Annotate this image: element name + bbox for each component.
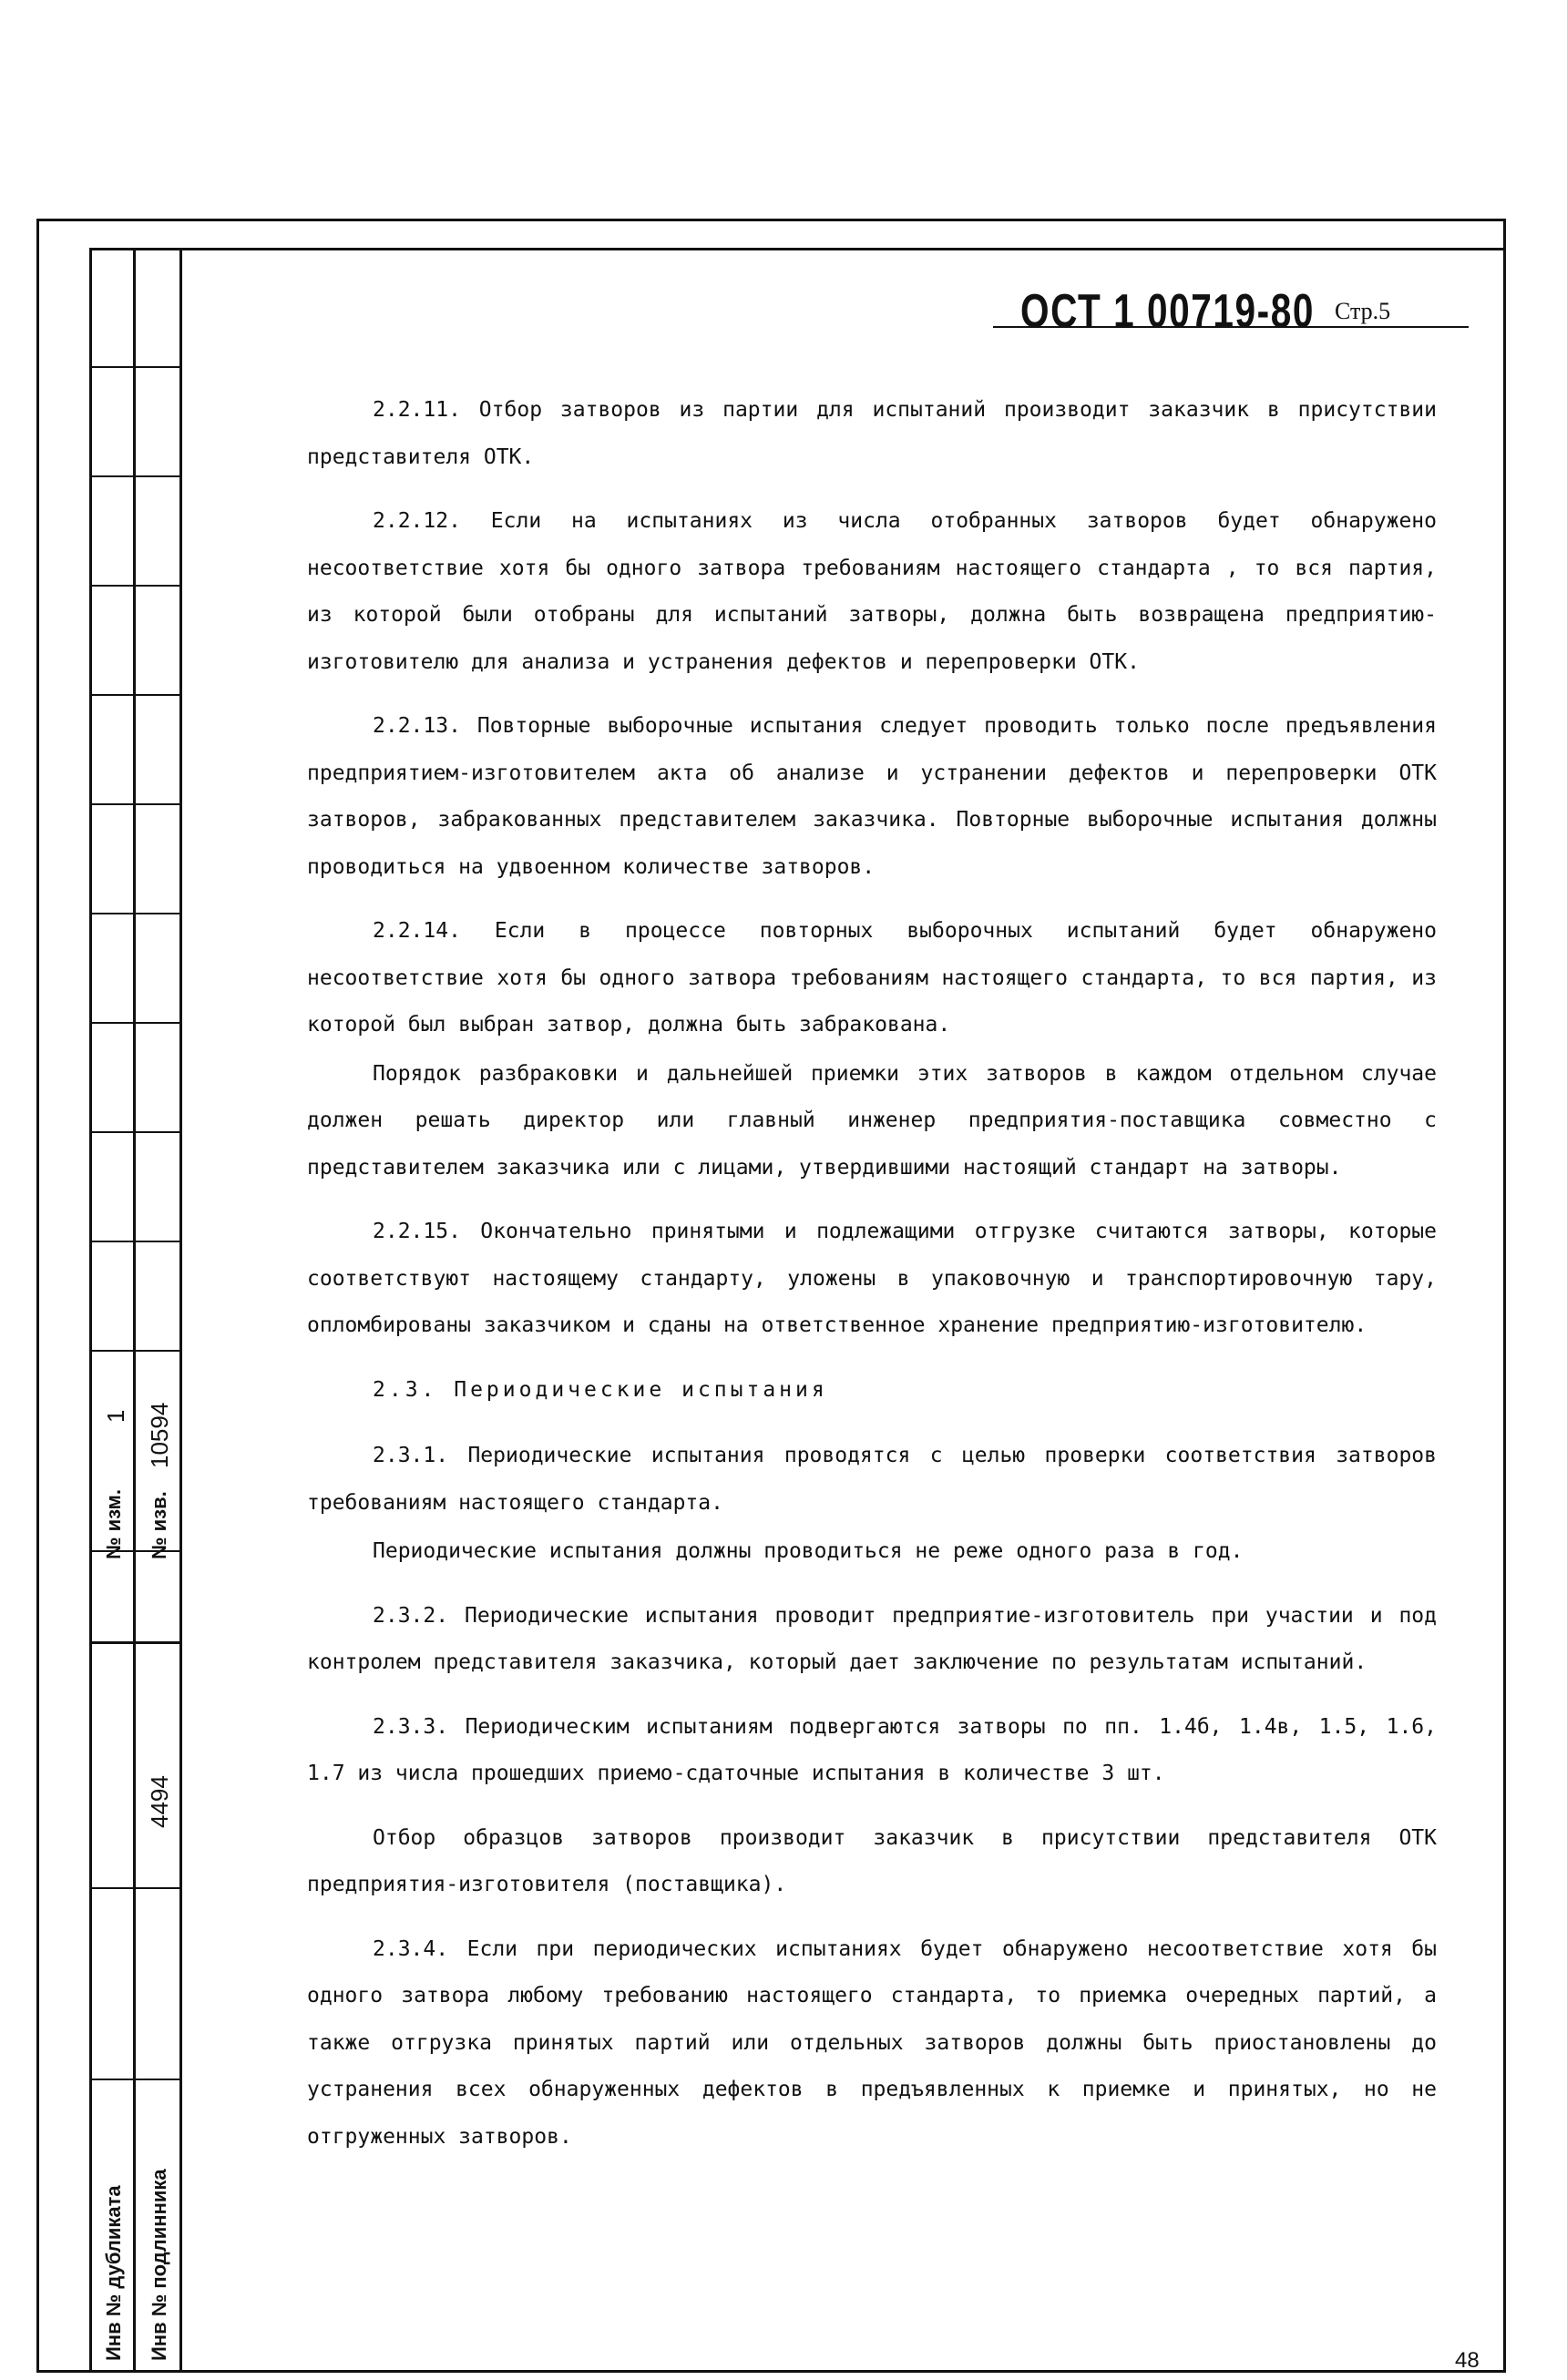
paragraph-2-3-4: 2.3.4. Если при периодических испытаниях будет обнаружено несоответствие хотя бы одного затвора любому требованию настоящего стандарта, то приемка очередных партий, а также отгрузка принятых партий или отдельных затворов должны быть приостановлены до устранения всех обнаруженных дефектов в предъявленных к приемке и принятых, но не отгруженных затворов.: [307, 1936, 1437, 2149]
paragraph-2-3-1: 2.3.1. Периодические испытания проводятся с целью проверки соответствия затворов требованиям настоящего стандарта.: [307, 1444, 1437, 1515]
izv-label: № изв.: [148, 1491, 170, 1559]
side-table-rule: [89, 585, 182, 587]
paragraph-2-2-14: 2.2.14. Если в процессе повторных выборочных испытаний будет обнаружено несоответствие хотя бы одного затвора требованиям настоящего стандарта, то вся партия, из которой был выбран затвор, должна быть забракована.: [307, 919, 1437, 1037]
side-table-rule: [89, 2079, 182, 2080]
paragraph-2-2-12: 2.2.12. Если на испытаниях из числа отобранных затворов будет обнаружено несоответствие хотя бы одного затвора требованиям настоящего стандарта , то вся партия, из которой были отобраны для испытаний затворы, должна быть возвращена предприятию-изготовителю для анализа и устранения дефектов и перепроверки ОТК.: [307, 509, 1437, 674]
side-table-rule: [89, 913, 182, 914]
side-table-rule: [89, 475, 182, 477]
side-table-rule: [89, 366, 182, 368]
section-title: 2.3. Периодические испытания: [373, 1377, 828, 1402]
side-table-rule: [89, 803, 182, 805]
paragraph-2-2-13: 2.2.13. Повторные выборочные испытания следует проводить только после предъявления предприятием-изготовителем акта об анализе и устранении дефектов и перепроверки ОТК затворов, забракованных представителем заказчика. Повторные выборочные испытания должны проводиться на удвоенном количестве затворов.: [307, 714, 1437, 879]
side-table-rule: [89, 694, 182, 696]
standard-code: ОСТ 1 00719-80: [1020, 285, 1315, 338]
izv-value: 10594: [146, 1402, 173, 1468]
izm-label: № изм.: [102, 1489, 125, 1559]
paragraph-2-3-2: 2.3.2. Периодические испытания проводит предприятие-изготовитель при участии и под контролем представителя заказчика, который дает заключение по результатам испытаний.: [307, 1603, 1437, 1674]
side-table-rule: [89, 1241, 182, 1242]
side-stamp-table: [89, 248, 182, 2373]
paragraph-2-3-1-cont: Периодические испытания должны проводиться не реже одного раза в год.: [373, 1539, 1244, 1563]
side-table-rule: [89, 1131, 182, 1133]
paragraph-2-2-15: 2.2.15. Окончательно принятыми и подлежащими отгрузке считаются затворы, которые соответствуют настоящему стандарту, уложены в упаковочную и транспортировочную тару, опломбированы заказчиком и сданы на ответственное хранение предприятию-изготовителю.: [307, 1220, 1437, 1337]
document-body: [307, 387, 1437, 2178]
paragraph-2-2-11: 2.2.11. Отбор затворов из партии для испытаний производит заказчик в присутствии представителя ОТК.: [307, 398, 1437, 469]
page-number: 48: [1455, 2348, 1480, 2373]
page-label: Стр.5: [1335, 298, 1391, 324]
paragraph-2-3-3-cont: Отбор образцов затворов производит заказчик в присутствии представителя ОТК предприятия-изготовителя (поставщика).: [307, 1825, 1437, 1896]
izm-value: 1: [102, 1409, 129, 1423]
paragraph-2-2-14-cont: Порядок разбраковки и дальнейшей приемки этих затворов в каждом отдельном случае должен решать директор или главный инженер предприятия-поставщика совместно с представителем заказчика или с лицами, утвердившими настоящий стандарт на затворы.: [307, 1061, 1437, 1180]
dub-label: Инв № дубликата: [102, 2185, 125, 2361]
paragraph-2-3-3: 2.3.3. Периодическим испытаниям подвергаются затворы по пп. 1.4б, 1.4в, 1.5, 1.6, 1.7 из числа прошедших приемо-сдаточные испытания в количестве 3 шт.: [307, 1714, 1437, 1785]
podl-value: 4494: [146, 1775, 173, 1828]
header-underline: [993, 326, 1469, 328]
side-table-rule: [89, 1022, 182, 1024]
podl-label: Инв № подлинника: [148, 2169, 170, 2361]
side-table-rule-thick: [89, 1641, 182, 1644]
side-table-rule: [89, 1887, 182, 1889]
side-table-rule: [89, 1350, 182, 1352]
